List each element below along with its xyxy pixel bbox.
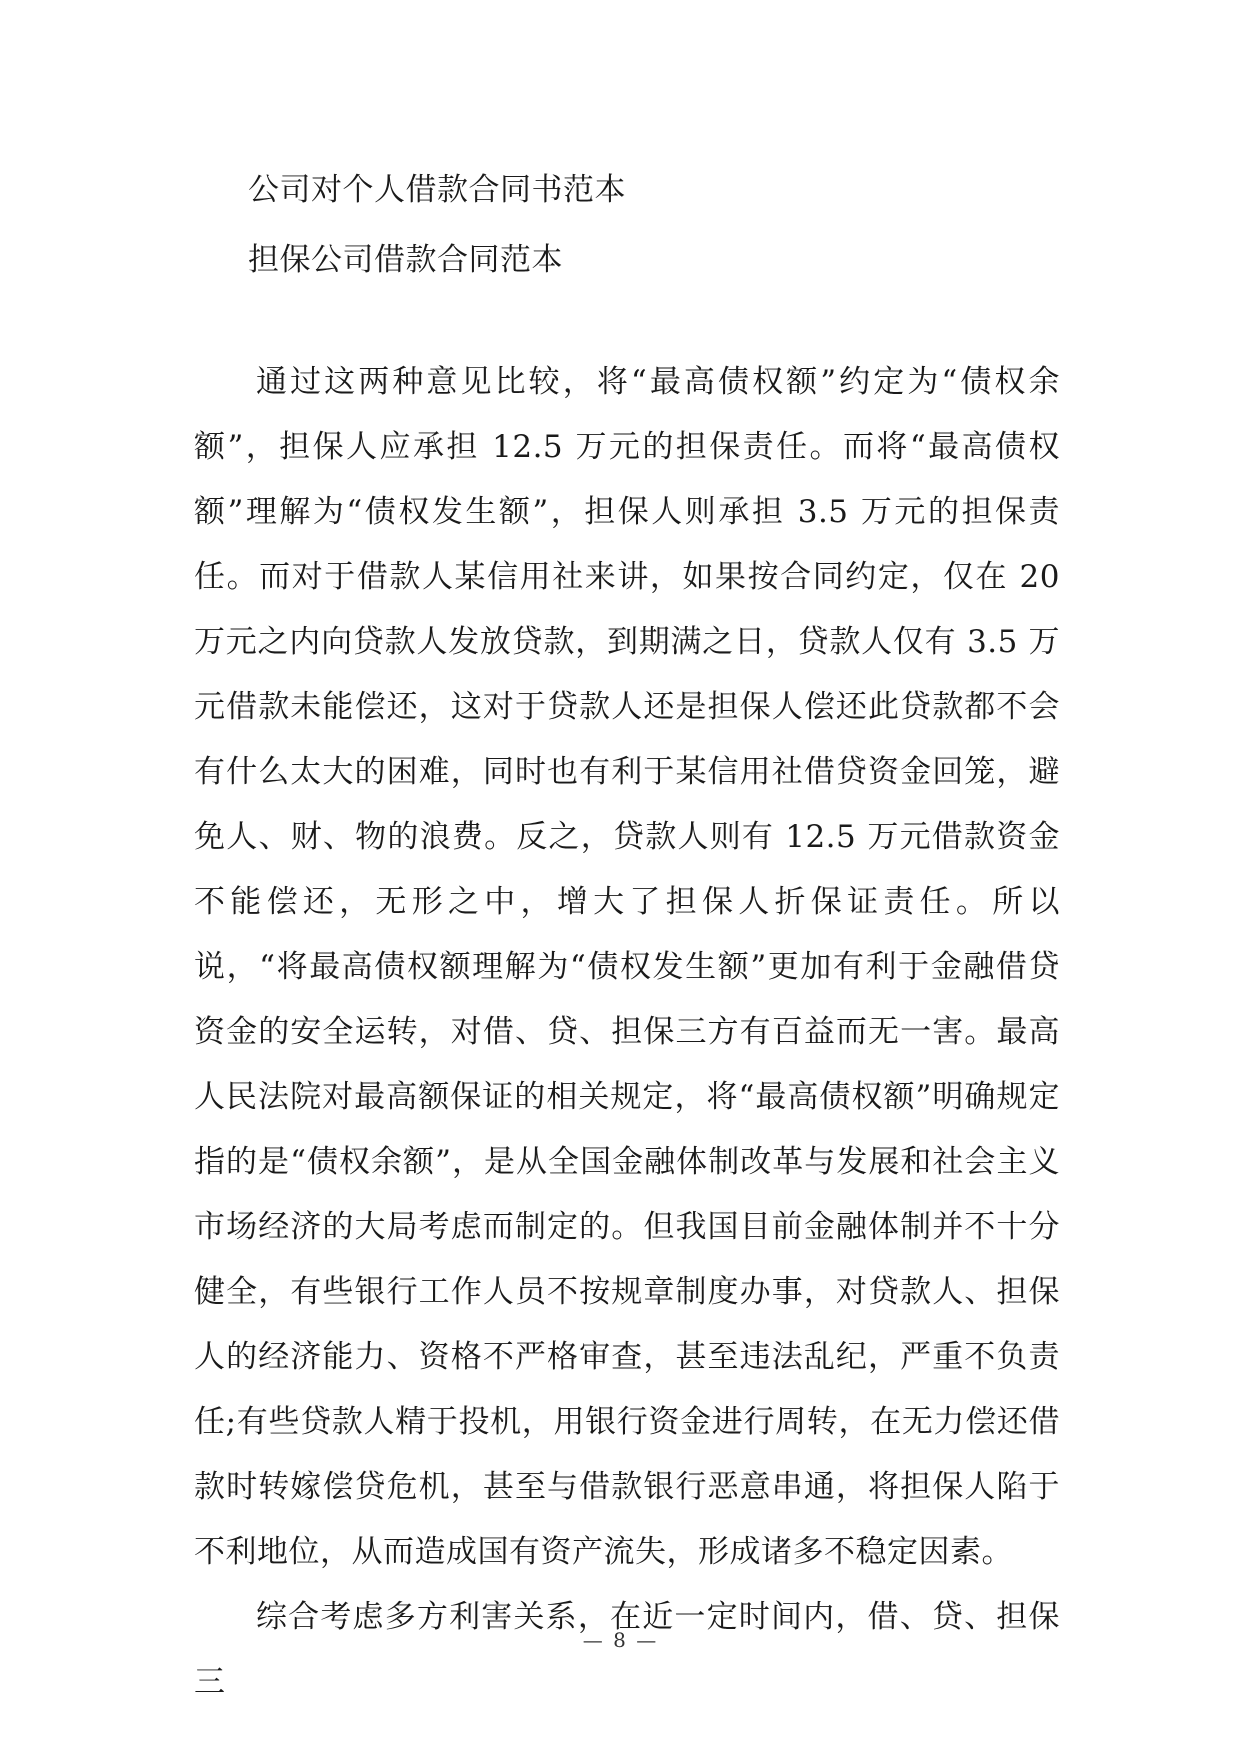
page-number: — 8 — (582, 1628, 659, 1652)
paragraph-2: 综合考虑多方利害关系，在近一定时间内，借、贷、担保三 (194, 1599, 1060, 1700)
paragraph-1: 通过这两种意见比较，将“最高债权额”约定为“债权余额”，担保人应承担 12.5 万元的担保责任。而将“最高债权额”理解为“债权发生额”，担保人则承担 3.5 万元的担保责任。而对于借款人某信用社来讲，如果按合同约定，仅在 20 万元之内向贷款人发放贷款，到期满之日，贷款人仅有 3.5 万元借款未能偿还，这对于贷款人还是担保人偿还此贷款都不会有什么太大的困难，同时也有利于某信用社借贷资金回笼，避免人、财、物的浪费。反之，贷款人则有 12.5 万元借款资金不能偿还，无形之中，增大了担保人折保证责任。所以说，“将最高债权额理解为“债权发生额”更加有利于金融借贷资金的安全运转，对借、贷、担保三方有百益而无一害。最高人民法院对最高额保证的相关规定，将“最高债权额”明确规定指的是“债权余额”，是从全国金融体制改革与发展和社会主义市场经济的大局考虑而制定的。但我国目前金融体制并不十分健全，有些银行工作人员不按规章制度办事，对贷款人、担保人的经济能力、资格不严格审查，甚至违法乱纪，严重不负责任;有些贷款人精于投机，用银行资金进行周转，在无力偿还借款时转嫁偿贷危机，甚至与借款银行恶意串通，将担保人陷于不利地位，从而造成国有资产流失，形成诸多不稳定因素。 (194, 364, 1060, 1570)
body-text (194, 350, 1060, 1715)
title-block (248, 155, 626, 295)
title-line-2: 担保公司借款合同范本 (248, 242, 563, 278)
title-line-1: 公司对个人借款合同书范本 (248, 172, 626, 208)
